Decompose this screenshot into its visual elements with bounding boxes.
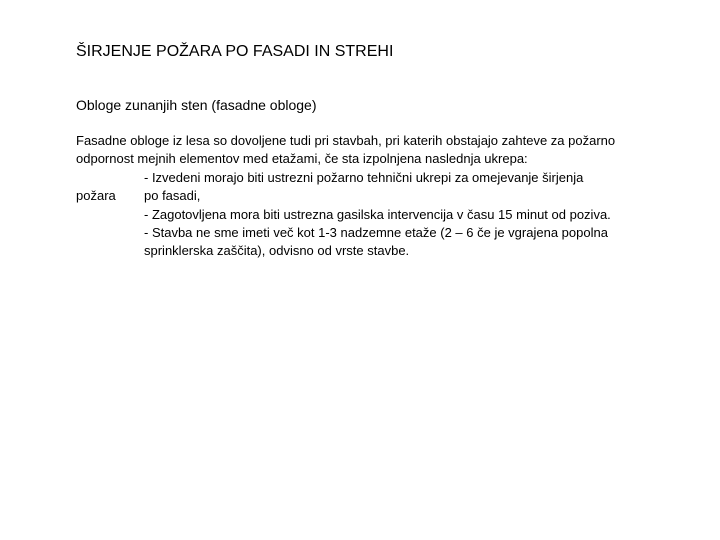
page-title: ŠIRJENJE POŽARA PO FASADI IN STREHI [76, 43, 394, 60]
list-item-measure-2: - Zagotovljena mora biti ustrezna gasilska intervencija v času 15 minut od poziva. [144, 206, 611, 222]
section-heading: Obloge zunanjih sten (fasadne obloge) [76, 97, 317, 113]
list-item-measure-1: - Izvedeni morajo biti ustrezni požarno tehnični ukrepi za omejevanje širjenja [144, 169, 584, 185]
wrapped-word: požara [76, 188, 116, 204]
list-item-measure-3-continuation: sprinklerska zaščita), odvisno od vrste stavbe. [144, 243, 410, 259]
wrapped-text: po fasadi, [144, 188, 201, 204]
paragraph-line: Fasadne obloge iz lesa so dovoljene tudi pri stavbah, pri katerih obstajajo zahteve za požarno [76, 133, 616, 148]
list-item-measure-3: - Stavba ne sme imeti več kot 1-3 nadzemne etaže (2 – 6 če je vgrajena popolna [144, 224, 608, 240]
paragraph-line: odpornost mejnih elementov med etažami, če sta izpolnjena naslednja ukrepa: [76, 151, 528, 167]
body-paragraph [76, 132, 676, 261]
list-item-measure-1-continuation [76, 187, 676, 205]
